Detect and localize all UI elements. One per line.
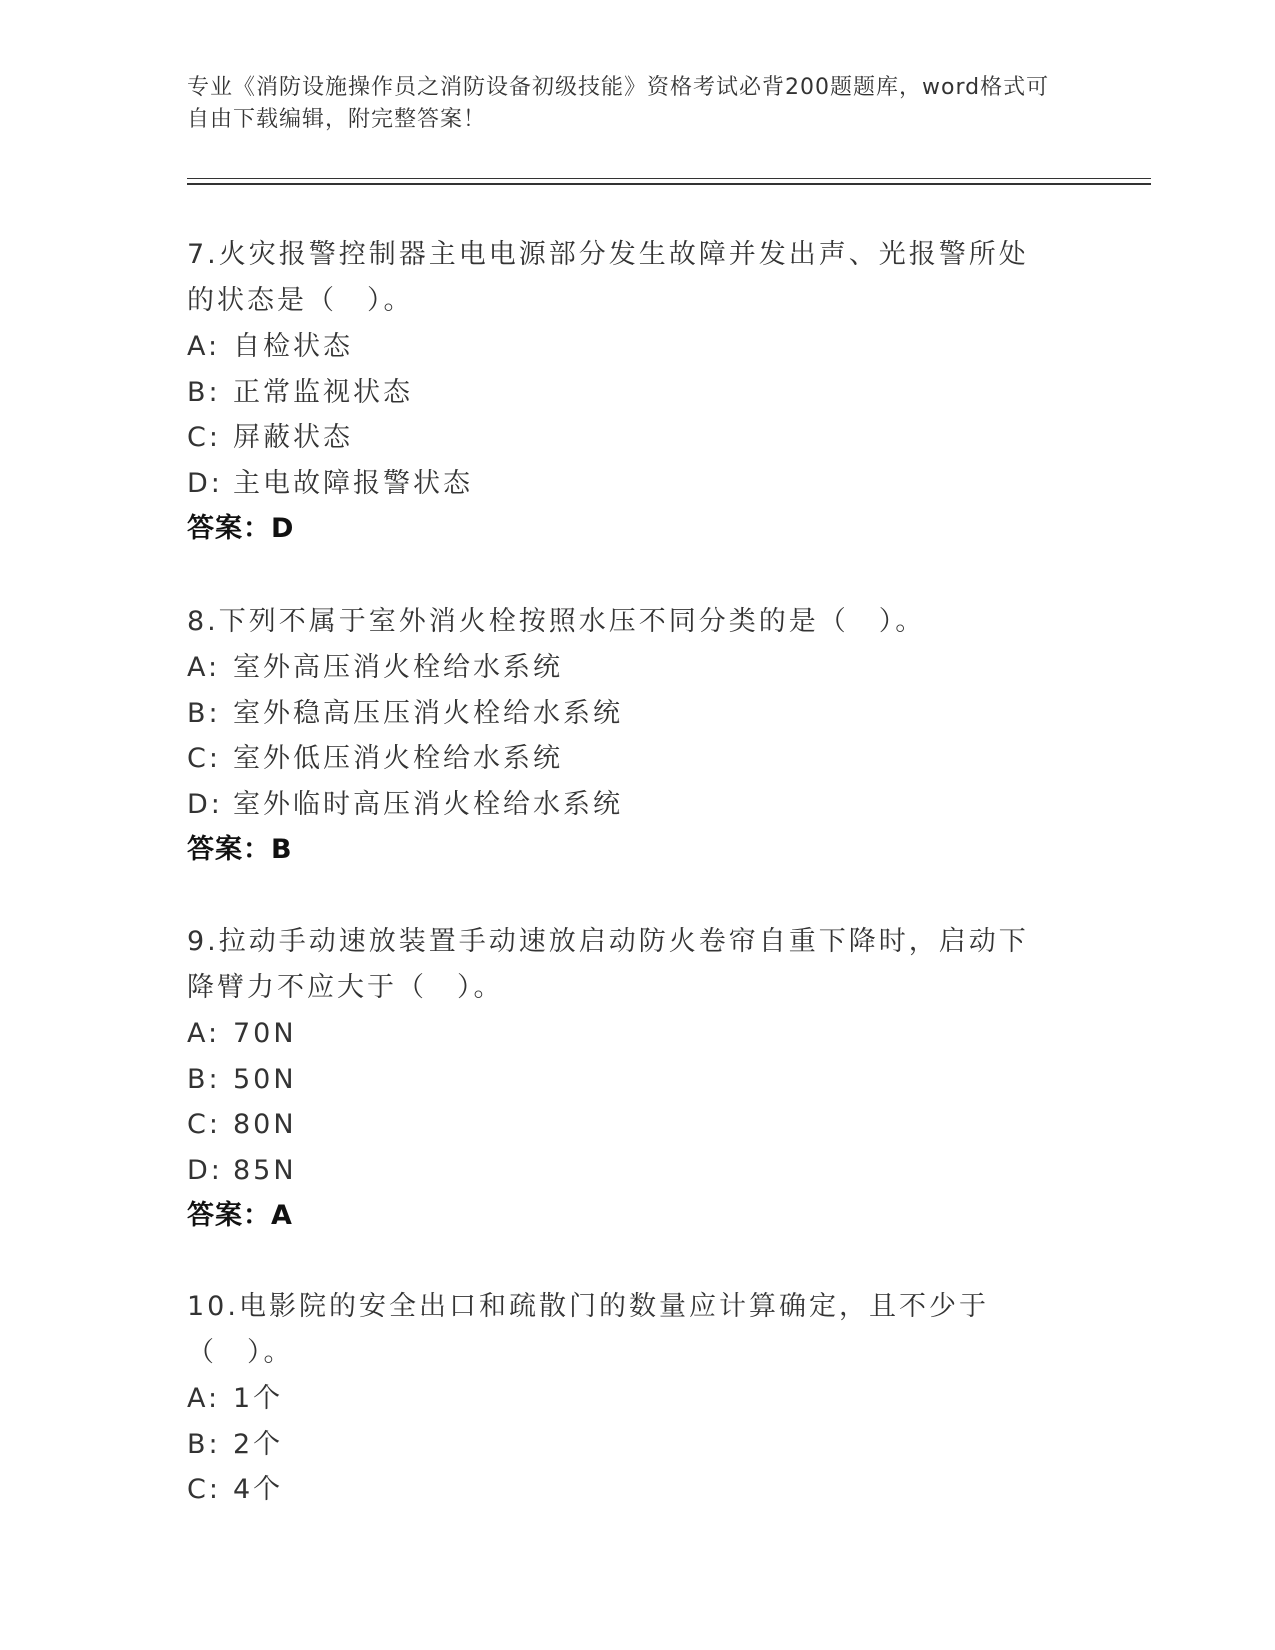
option-d — [187, 461, 1057, 507]
option-letter: D: — [187, 467, 223, 499]
option-text: 室外稳高压压消火栓给水系统 — [233, 697, 623, 729]
option-d — [187, 1148, 1057, 1194]
option-letter: A: — [187, 1018, 221, 1049]
option-letter: B: — [187, 1063, 221, 1095]
question-9 — [187, 919, 1057, 1239]
option-letter: A: — [187, 1383, 221, 1414]
question-8 — [187, 599, 1057, 873]
option-d — [187, 782, 1057, 828]
question-stem: 10.电影院的安全出口和疏散门的数量应计算确定，且不少于（ ）。 — [187, 1291, 989, 1368]
question-stem: 9.拉动手动速放装置手动速放启动防火卷帘自重下降时，启动下降臂力不应大于（ ）。 — [187, 926, 1029, 1003]
option-letter: D: — [187, 788, 223, 820]
question-7 — [187, 232, 1057, 552]
option-text: 2个 — [233, 1428, 284, 1460]
question-stem: 8.下列不属于室外消火栓按照水压不同分类的是（ ）。 — [187, 606, 926, 637]
option-text: 70N — [233, 1018, 297, 1049]
option-text: 主电故障报警状态 — [233, 467, 473, 499]
option-c — [187, 736, 1057, 782]
option-letter: A: — [187, 652, 221, 683]
option-text: 室外临时高压消火栓给水系统 — [233, 788, 623, 820]
option-b — [187, 1422, 1057, 1468]
option-a — [187, 1376, 1057, 1422]
option-text: 室外高压消火栓给水系统 — [233, 652, 563, 683]
option-letter: B: — [187, 376, 221, 408]
option-letter: A: — [187, 331, 221, 362]
option-text: 80N — [233, 1109, 297, 1140]
option-letter: C: — [187, 1109, 221, 1140]
option-b — [187, 370, 1057, 416]
option-text: 自检状态 — [233, 331, 353, 362]
question-10 — [187, 1284, 1057, 1513]
option-text: 85N — [233, 1154, 297, 1186]
option-letter: B: — [187, 697, 221, 729]
option-text: 室外低压消火栓给水系统 — [233, 743, 563, 774]
answer-label: 答案：B — [187, 834, 293, 865]
option-c — [187, 1102, 1057, 1148]
option-letter: C: — [187, 422, 221, 453]
option-letter: B: — [187, 1428, 221, 1460]
option-a — [187, 645, 1057, 691]
header-divider-thick — [187, 183, 1151, 185]
option-b — [187, 1057, 1057, 1103]
option-text: 4个 — [233, 1474, 284, 1505]
option-letter: C: — [187, 1474, 221, 1505]
answer-label: 答案：D — [187, 513, 295, 544]
option-letter: C: — [187, 743, 221, 774]
option-text: 1个 — [233, 1383, 284, 1414]
option-text: 正常监视状态 — [233, 376, 413, 408]
document-header: 专业《消防设施操作员之消防设备初级技能》资格考试必背200题题库，word格式可自由下载编辑，附完整答案！ — [187, 75, 1050, 132]
question-stem: 7.火灾报警控制器主电电源部分发生故障并发出声、光报警所处的状态是（ ）。 — [187, 239, 1029, 316]
option-c — [187, 415, 1057, 461]
answer-label: 答案：A — [187, 1200, 293, 1231]
option-a — [187, 1011, 1057, 1057]
option-letter: D: — [187, 1154, 223, 1186]
header-divider-thin — [187, 178, 1151, 179]
option-text: 屏蔽状态 — [233, 422, 353, 453]
option-c — [187, 1467, 1057, 1513]
option-a — [187, 324, 1057, 370]
option-b — [187, 691, 1057, 737]
option-text: 50N — [233, 1063, 297, 1095]
